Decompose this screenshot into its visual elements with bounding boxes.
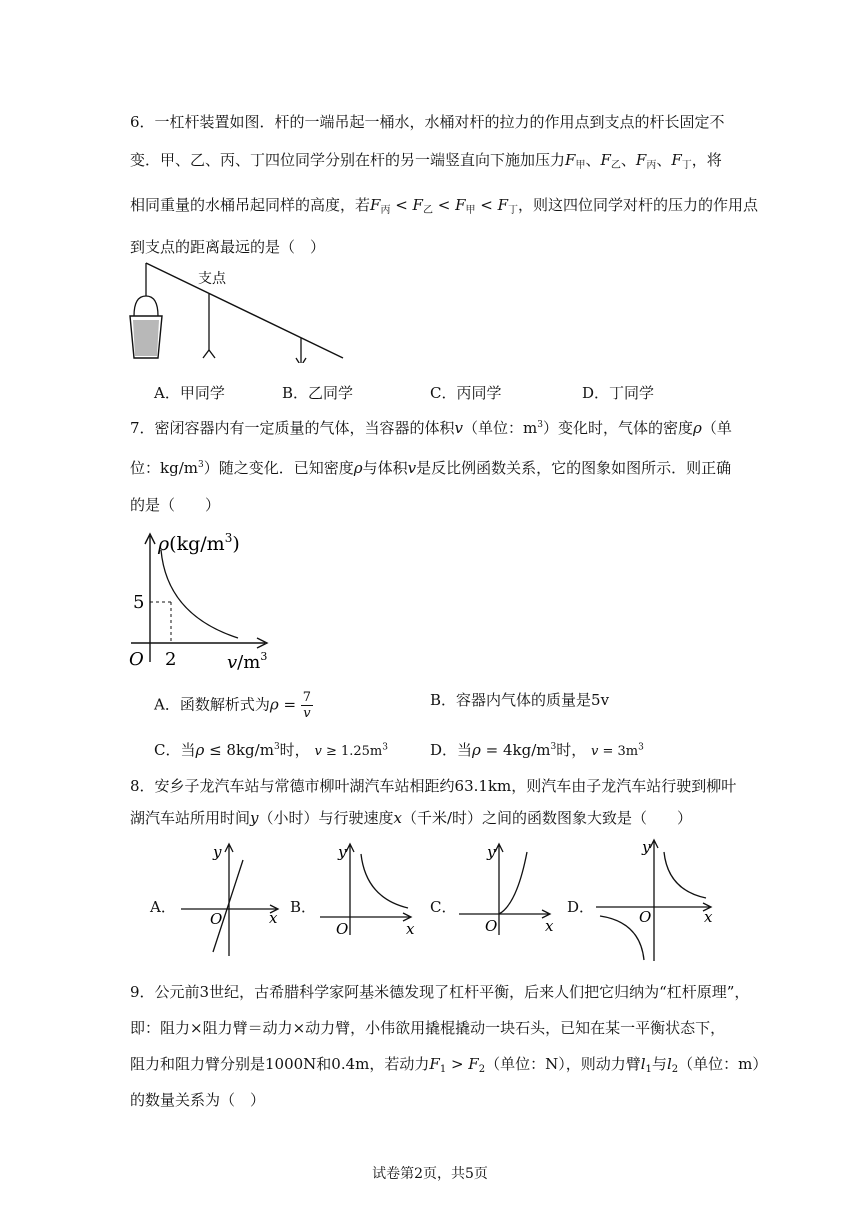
y-axis-label-sup: 3 xyxy=(224,531,233,545)
q8-graph-d xyxy=(592,836,717,964)
q8-option-c-label: C． xyxy=(430,898,457,916)
y-axis-label-close: ) xyxy=(232,533,240,555)
q9-line-3: 阻力和阻力臂分别是1000N和0.4m，若动力$F_1 > F_2$（单位：N），则动力臂$l_1$与$l_2$（单位：m） xyxy=(130,1055,768,1075)
q8-option-b-label: B． xyxy=(290,898,317,916)
q6-option-b: B．乙同学 xyxy=(282,384,354,402)
svg-text:x: x xyxy=(406,920,415,938)
q8-option-a-label: A． xyxy=(150,898,176,916)
y-axis-label-rho: ρ xyxy=(158,533,170,555)
q9-line-1: 9．公元前3世纪，古希腊科学家阿基米德发现了杠杆平衡，后来人们把它归纳为“杠杆原理”， xyxy=(130,983,750,1001)
q6-line-1: 6．一杠杆装置如图．杆的一端吊起一桶水，水桶对杆的拉力的作用点到支点的杆长固定不 xyxy=(130,113,725,131)
inverse-curve-first-quadrant xyxy=(361,854,408,908)
q7-option-b: B．容器内气体的质量是5v xyxy=(430,691,610,709)
parabola-branch xyxy=(499,852,527,914)
q8-line-2: 湖汽车站所用时间y（小时）与行驶速度x（千米/时）之间的函数图象大致是（ ） xyxy=(130,809,693,827)
origin-label: O xyxy=(129,649,144,670)
q9-line-2: 即：阻力×阻力臂＝动力×动力臂，小伟欲用撬棍撬动一块石头，已知在某一平衡状态下， xyxy=(130,1019,726,1037)
density-volume-graph xyxy=(125,530,275,672)
svg-text:O: O xyxy=(485,917,498,935)
y-tick-5: 5 xyxy=(133,592,145,613)
svg-text:O: O xyxy=(336,920,349,938)
q8-graph-c xyxy=(455,840,560,940)
lever-figure xyxy=(125,258,350,363)
fulcrum-base xyxy=(203,350,215,358)
q7-option-d: D．当$\rho = 4kg/m^3$时， $v = 3m^3$ xyxy=(430,741,644,759)
svg-text:y: y xyxy=(338,843,347,861)
q6-line-4: 到支点的距离最远的是（ ） xyxy=(130,238,326,256)
svg-text:y: y xyxy=(642,838,651,856)
q8-graph-b xyxy=(316,840,421,940)
q6-line-3: 相同重量的水桶吊起同样的高度，若$F_丙 < F_乙 < F_甲 < F_丁$，则这四位同学对杆的压力的作用点 xyxy=(130,196,759,216)
q7-line-3: 的是（ ） xyxy=(130,496,221,514)
svg-text:v/m3 xyxy=(227,650,267,672)
svg-text:y: y xyxy=(213,843,222,861)
inverse-curve xyxy=(161,550,238,638)
hyperbola-branch-lower xyxy=(600,916,644,960)
svg-text:O: O xyxy=(210,910,223,928)
q6-line-2: 变．甲、乙、丙、丁四位同学分别在杆的另一端竖直向下施加压力$F_甲$、$F_乙$、$F_丙$、$F_丁$，将 xyxy=(130,151,722,171)
q7-line-2: 位：$kg/m^3$）随之变化．已知密度ρ与体积v是反比例函数关系，它的图象如图所示．则正确 xyxy=(130,459,732,477)
q7-line-1: 7．密闭容器内有一定质量的气体，当容器的体积v（单位：$m^3$）变化时，气体的密度ρ（单 xyxy=(130,419,732,437)
q6-option-d: D．丁同学 xyxy=(582,384,655,402)
q7-option-c: C．当$\rho \le 8kg/m^3$时， $v \ge 1.25m^3$ xyxy=(154,741,388,759)
svg-text:x: x xyxy=(269,909,278,927)
y-axis-label-unit: (kg/m xyxy=(169,533,225,555)
page-footer: 试卷第2页，共5页 xyxy=(372,1166,488,1182)
x-axis-label-sup: 3 xyxy=(260,650,268,663)
svg-text:ρ(kg/m3) xyxy=(157,531,240,555)
q9-line-4: 的数量关系为（ ） xyxy=(130,1091,266,1109)
fraction-7-over-v: $\frac{7}{v}$ xyxy=(302,690,312,721)
x-tick-2: 2 xyxy=(165,649,177,670)
x-axis-label-v: v xyxy=(227,652,238,672)
q7-option-a: A．函数解析式为ρ = $\frac{7}{v}$ xyxy=(154,690,312,721)
q6-option-a: A．甲同学 xyxy=(154,384,225,402)
svg-text:x: x xyxy=(545,917,554,935)
q8-option-d-label: D． xyxy=(567,898,595,916)
x-axis-label-unit: /m xyxy=(237,652,261,672)
svg-text:x: x xyxy=(704,908,713,926)
q6-option-c: C．丙同学 xyxy=(430,384,502,402)
svg-text:y: y xyxy=(487,843,496,861)
q8-graph-a xyxy=(175,840,287,960)
hyperbola-branch-upper xyxy=(664,852,706,898)
svg-text:O: O xyxy=(639,908,652,926)
q8-line-1: 8．安乡子龙汽车站与常德市柳叶湖汽车站相距约63.1km，则汽车由子龙汽车站行驶到柳叶 xyxy=(130,777,737,795)
bucket-water xyxy=(133,320,159,356)
lever-rod xyxy=(146,263,343,358)
bucket-handle xyxy=(134,296,158,316)
linear-line xyxy=(213,860,243,952)
fulcrum-label: 支点 xyxy=(198,271,226,287)
